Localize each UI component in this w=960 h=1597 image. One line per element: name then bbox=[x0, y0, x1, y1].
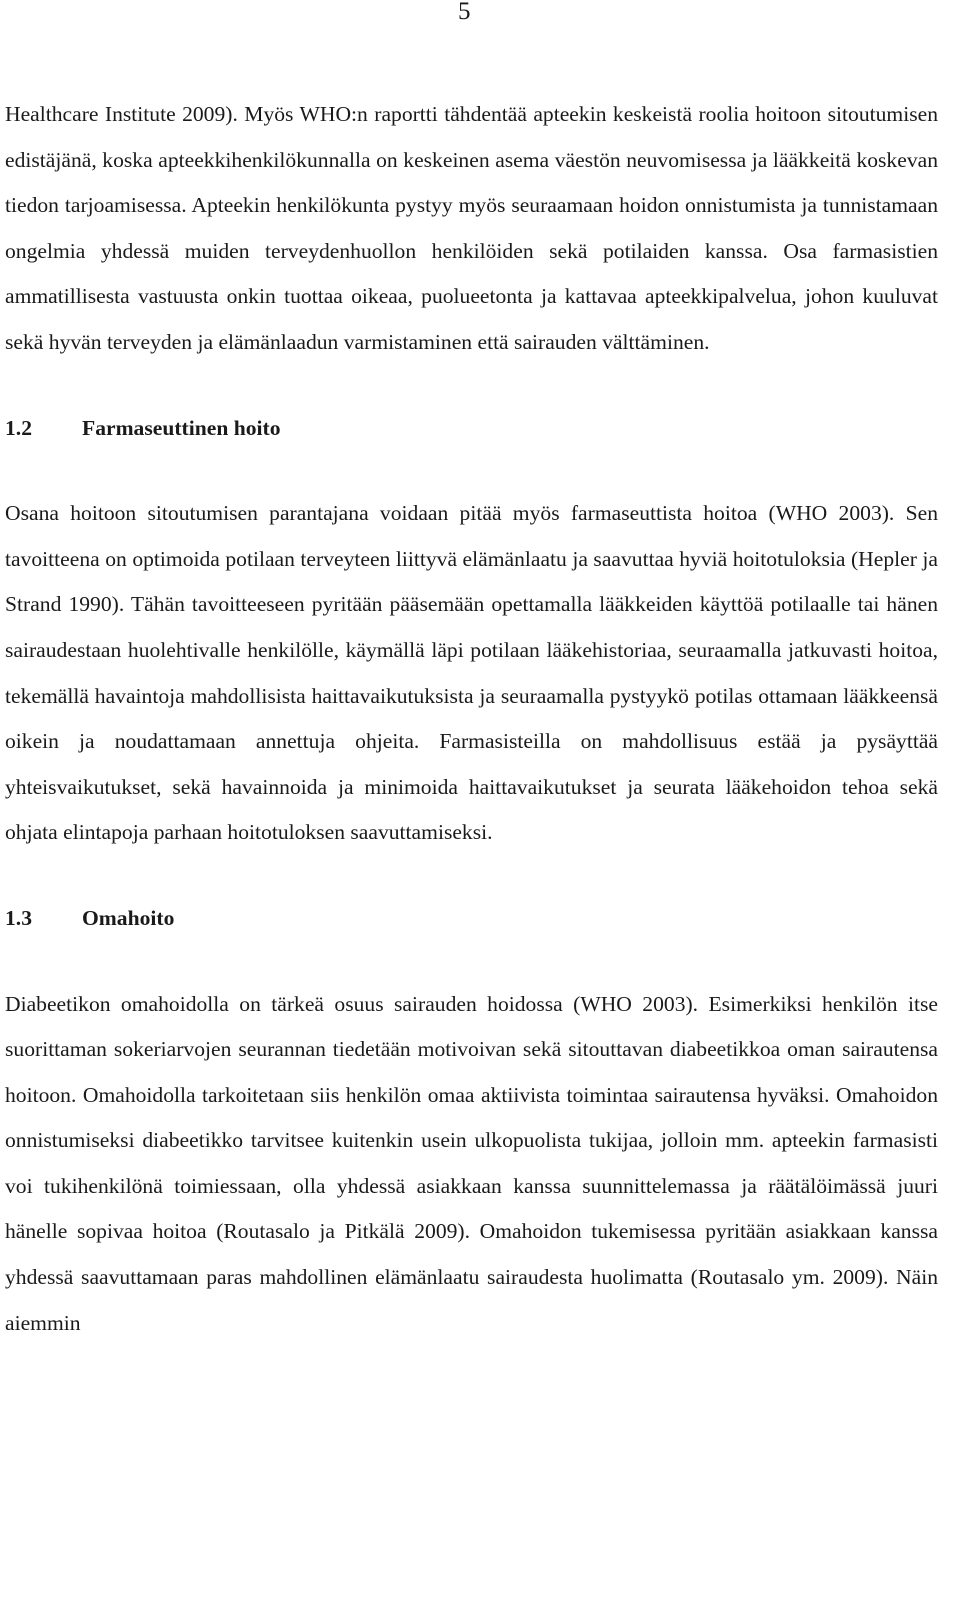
page-number: 5 bbox=[458, 0, 471, 25]
document-body bbox=[5, 92, 938, 1346]
section-number: 1.2 bbox=[5, 415, 32, 440]
section-title: Farmaseuttinen hoito bbox=[82, 415, 281, 440]
section-title: Omahoito bbox=[82, 905, 175, 930]
paragraph-pharmacy-role: Healthcare Institute 2009). Myös WHO:n raportti tähdentää apteekin keskeistä roolia hoitoon sitoutumisen edistäjänä, koska apteekkihenkilökunnalla on keskeinen asema väestön neuvomisessa ja lääkkeitä koskevan tiedon tarjoamisessa. Apteekin henkilökunta pystyy myös seuraamaan hoidon onnistumista ja tunnistamaan ongelmia yhdessä muiden terveydenhuollon henkilöiden sekä potilaiden kanssa. Osa farmasistien ammatillisesta vastuusta onkin tuottaa oikeaa, puolueetonta ja kattavaa apteekkipalvelua, johon kuuluvat sekä hyvän terveyden ja elämänlaadun varmistaminen että sairauden välttäminen. bbox=[5, 102, 938, 354]
paragraph-pharmaceutical-care: Osana hoitoon sitoutumisen parantajana voidaan pitää myös farmaseuttista hoitoa (WHO 2003). Sen tavoitteena on optimoida potilaan terveyteen liittyvä elämänlaatu ja saavuttaa hyviä hoitotuloksia (Hepler ja Strand 1990). Tähän tavoitteeseen pyritään pääsemään opettamalla lääkkeiden käyttöä potilaalle tai hänen sairaudestaan huolehtivalle henkilölle, käymällä läpi potilaan lääkehistoriaa, seuraamalla jatkuvasti hoitoa, tekemällä havaintoja mahdollisista haittavaikutuksista ja seuraamalla pystyykö potilas ottamaan lääkkeensä oikein ja noudattamaan annettuja ohjeita. Farmasisteilla on mahdollisuus estää ja pysäyttää yhteisvaikutukset, sekä havainnoida ja minimoida haittavaikutukset ja seurata lääkehoidon tehoa sekä ohjata elintapoja parhaan hoitotuloksen saavuttamiseksi. bbox=[5, 501, 938, 845]
section-heading-pharmaceutical-care bbox=[5, 406, 938, 452]
section-number: 1.3 bbox=[5, 905, 32, 930]
paragraph-self-care: Diabeetikon omahoidolla on tärkeä osuus sairauden hoidossa (WHO 2003). Esimerkiksi henkilön itse suorittaman sokeriarvojen seurannan tiedetään motivoivan sekä sitouttavan diabeetikkoa oman sairautensa hoitoon. Omahoidolla tarkoitetaan siis henkilön omaa aktiivista toimintaa sairautensa hyväksi. Omahoidon onnistumiseksi diabeetikko tarvitsee kuitenkin usein ulkopuolista tukijaa, jolloin mm. apteekin farmasisti voi tukihenkilönä toimiessaan, olla yhdessä asiakkaan kanssa suunnittelemassa ja räätälöimässä juuri hänelle sopivaa hoitoa (Routasalo ja Pitkälä 2009). Omahoidon tukemisessa pyritään asiakkaan kanssa yhdessä saavuttamaan paras mahdollinen elämänlaatu sairaudesta huolimatta (Routasalo ym. 2009). Näin aiemmin bbox=[5, 991, 938, 1335]
section-heading-self-care bbox=[5, 896, 938, 942]
